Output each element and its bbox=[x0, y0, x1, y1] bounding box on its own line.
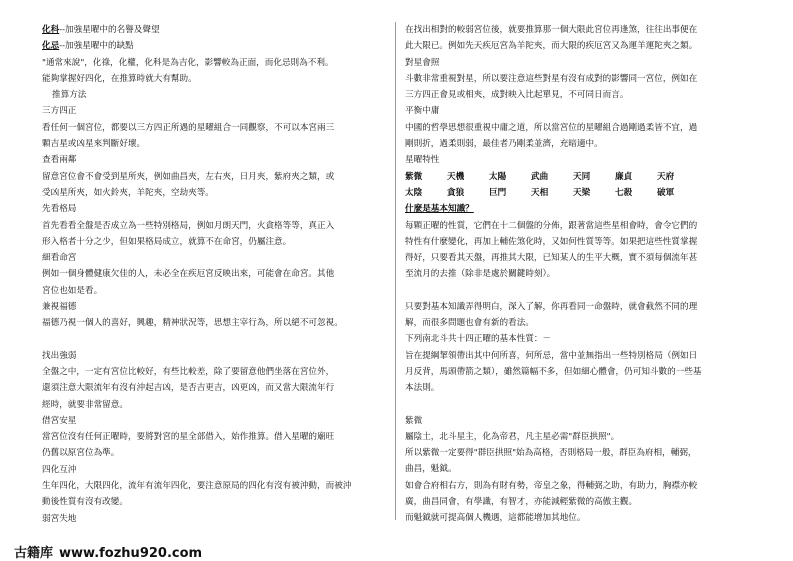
paragraph-line: 廣，曲昌同會，有學識，有智才，亦能減輕紫微的高傲主觀。 bbox=[405, 497, 638, 508]
star-section-title: 星曜特性 bbox=[405, 155, 440, 166]
paragraph-line: 只要對基本知識弄得明白，深入了解，你再看同一命盤時，就會截然不同的理 bbox=[405, 301, 698, 312]
paragraph-line: 特性有什麼變化，再加上輔佐煞化時，又如何性質等等。如果把這些性質掌握 bbox=[405, 236, 698, 247]
paragraph-line: 本法則。 bbox=[405, 383, 440, 394]
paragraph-line: 而魁鉞就可提高個人機遇，這都能增加其地位。 bbox=[405, 513, 586, 524]
section-line: 剛則折，過柔則弱，最佳者乃剛柔並濟，充暗適中。 bbox=[405, 139, 603, 150]
heading-huake-desc: --加強星曜中的名譽及聲望 bbox=[59, 25, 160, 35]
section-line: 首先看看全盤是否成立為一些特別格局，例如月朗天門，火貪格等等，真正入 bbox=[42, 220, 335, 231]
section-line: 受凶星所夾，如火鈴夾，羊陀夾，空劫夾等。 bbox=[42, 187, 214, 198]
heading-huaji-label: 化忌 bbox=[42, 41, 60, 52]
paragraph-line: 旨在提綱挈領帶出其中何所喜，何所忌，當中並無指出一些特別格局（例如日 bbox=[405, 350, 698, 361]
section-line: 留意宮位會不會受到星所夾，例如曲昌夾，左右夾，日月夾，紫府夾之類，或 bbox=[42, 171, 335, 182]
section-line: 生年四化，大限四化，流年有流年四化，要注意原局的四化有沒有被沖動，而被沖 bbox=[42, 481, 352, 492]
heading-huaji bbox=[42, 38, 386, 54]
paragraph-line: 月反背，馬頭帶箭之類），雖然篇幅不多，但如細心體會，仍可知斗數的一些基 bbox=[405, 366, 702, 377]
footer-brand: 古籍库 bbox=[14, 546, 54, 561]
paragraph-line: 曲昌，魁鉞。 bbox=[405, 464, 457, 475]
section-title: 紫微 bbox=[405, 415, 423, 426]
paragraph-line: 在找出相對的較弱宮位後，就要推算那一個大限此宮位再逢煞，往往出事便在 bbox=[405, 25, 698, 35]
section-title: 找出強弱 bbox=[42, 350, 77, 361]
star-name: 天機 bbox=[447, 171, 465, 182]
section-title: 兼視福德 bbox=[42, 302, 77, 313]
section-title: 查看兩鄰 bbox=[42, 155, 77, 166]
star-name: 天梁 bbox=[573, 187, 591, 198]
paragraph-line: 解，而很多問題也會有新的看法。 bbox=[405, 318, 534, 329]
star-name: 貪狼 bbox=[447, 187, 465, 198]
section-line: 斗數非常重視對星，所以要注意這些對星有沒有成對的影響同一宮位，例如在 bbox=[405, 73, 698, 84]
footer-url[interactable]: www.fozhu920.com bbox=[59, 546, 203, 561]
column-divider bbox=[395, 22, 396, 520]
section-title: 細看命宮 bbox=[42, 253, 77, 264]
spacer bbox=[42, 332, 386, 348]
section-line: 福德乃視一個人的喜好，興趣，精神狀況等，思想主宰行為，所以絕不可忽視。 bbox=[42, 318, 343, 329]
left-column bbox=[42, 22, 386, 527]
right-column bbox=[405, 22, 751, 527]
paragraph-line: 每顆正曜的性質，它們在十二個盤的分佈，跟著當這些星相會時，會令它們的 bbox=[405, 220, 698, 231]
star-row-2 bbox=[405, 185, 751, 201]
paragraph-line: 至流月的去推（除非是處於關鍵時刻）。 bbox=[405, 269, 556, 280]
star-name: 天相 bbox=[531, 187, 549, 198]
paragraph-line: 得好，只要看其天盤，再推其大限，已知某人的生平大概，實不須每個流年甚 bbox=[405, 253, 698, 264]
section-title: 三方四正 bbox=[42, 106, 77, 117]
section-title: 弱宮失地 bbox=[42, 513, 77, 524]
paragraph-line: "通常來說"，化祿，化權，化科是為吉化，影響較為正面，而化忌則為不利。 bbox=[42, 57, 334, 68]
paragraph-line: 能夠掌握好四化，在推算時就大有幫助。 bbox=[42, 73, 197, 84]
star-name: 太陰 bbox=[405, 187, 423, 198]
section-title: 四化互沖 bbox=[42, 464, 77, 475]
star-name: 巨門 bbox=[489, 187, 507, 198]
section-title: 借宮安星 bbox=[42, 415, 77, 426]
paragraph-line: 所以紫微一定要得"群臣拱照"始為高格，否則格局一般，群臣為府相，輔弼， bbox=[405, 448, 697, 459]
spacer bbox=[405, 397, 751, 413]
section-line: 當宮位沒有任何正曜時，要將對宮的星全部借入，始作推算。借入星曜的廟旺 bbox=[42, 432, 335, 443]
star-name: 七殺 bbox=[615, 187, 633, 198]
section-title: 對星會照 bbox=[405, 57, 440, 68]
paragraph-line: 如會合府相右方，則為有財有勢，帝皇之象，得輔弼之助，有助力，胸襟亦較 bbox=[405, 480, 698, 491]
paragraph-line: 此大限已。例如先天疾厄宮為羊陀夾，而大限的疾厄宮又為運羊運陀夾之類。 bbox=[405, 41, 698, 52]
section-line: 動後性質有沒有改變。 bbox=[42, 497, 128, 508]
section-line: 全盤之中，一定有宮位比較好，有些比較差，除了要留意他們坐落在宮位外， bbox=[42, 366, 335, 377]
section-line: 經時，就要非常留意。 bbox=[42, 399, 128, 410]
star-row-1 bbox=[405, 169, 751, 185]
star-name: 武曲 bbox=[531, 171, 549, 182]
star-name: 天府 bbox=[657, 171, 675, 182]
spacer bbox=[405, 283, 751, 299]
section-title: 平衡中庸 bbox=[405, 106, 440, 117]
method-title: 推算方法 bbox=[52, 90, 87, 101]
star-name: 破軍 bbox=[657, 187, 675, 198]
star-name: 廉貞 bbox=[615, 171, 633, 182]
star-name: 紫微 bbox=[405, 171, 423, 182]
star-name: 太陽 bbox=[489, 171, 507, 182]
footer-watermark bbox=[0, 542, 793, 561]
heading-huaji-desc: --加強星曜中的缺點 bbox=[59, 41, 134, 52]
heading-huake bbox=[42, 22, 386, 38]
section-line: 中國的哲學思想很重視中庸之道，所以當宮位的星曜組合過剛過柔皆不宜，過 bbox=[405, 122, 698, 133]
section-line: 三方四正會見或相夾，成對映入比起單見，不可同日而言。 bbox=[405, 90, 629, 101]
heading-huake-label: 化科 bbox=[42, 25, 60, 35]
paragraph-line: 屬陰土，北斗星主，化為帝君，凡主星必需"群臣拱照"。 bbox=[405, 431, 620, 442]
section-line: 看任何一個宮位，都要以三方四正所遇的星曜組合一同觀察，不可以本宮兩三 bbox=[42, 122, 335, 133]
section-line: 形入格者十分之少，但如果格局成立，就算不在命宮，仍屬注意。 bbox=[42, 236, 292, 247]
star-name: 天同 bbox=[573, 171, 591, 182]
section-title: 先看格局 bbox=[42, 204, 77, 215]
section-line: 仍舊以原宮位為準。 bbox=[42, 448, 120, 459]
basic-knowledge-title: 什麼是基本知識？ bbox=[405, 204, 474, 215]
section-line: 例如一個身體健康欠佳的人，未必全在疾厄宮反映出來，可能會在命宮。其他 bbox=[42, 269, 335, 280]
section-line: 顆吉星或凶星來判斷好壞。 bbox=[42, 139, 146, 150]
section-line: 還須注意大限流年有沒有沖起吉凶，是否吉更吉，凶更凶，而又當大限流年行 bbox=[42, 383, 335, 394]
section-title: 下列南北斗共十四正曜的基本性質：－ bbox=[405, 334, 552, 345]
section-line: 宮位也如是看。 bbox=[42, 285, 103, 296]
